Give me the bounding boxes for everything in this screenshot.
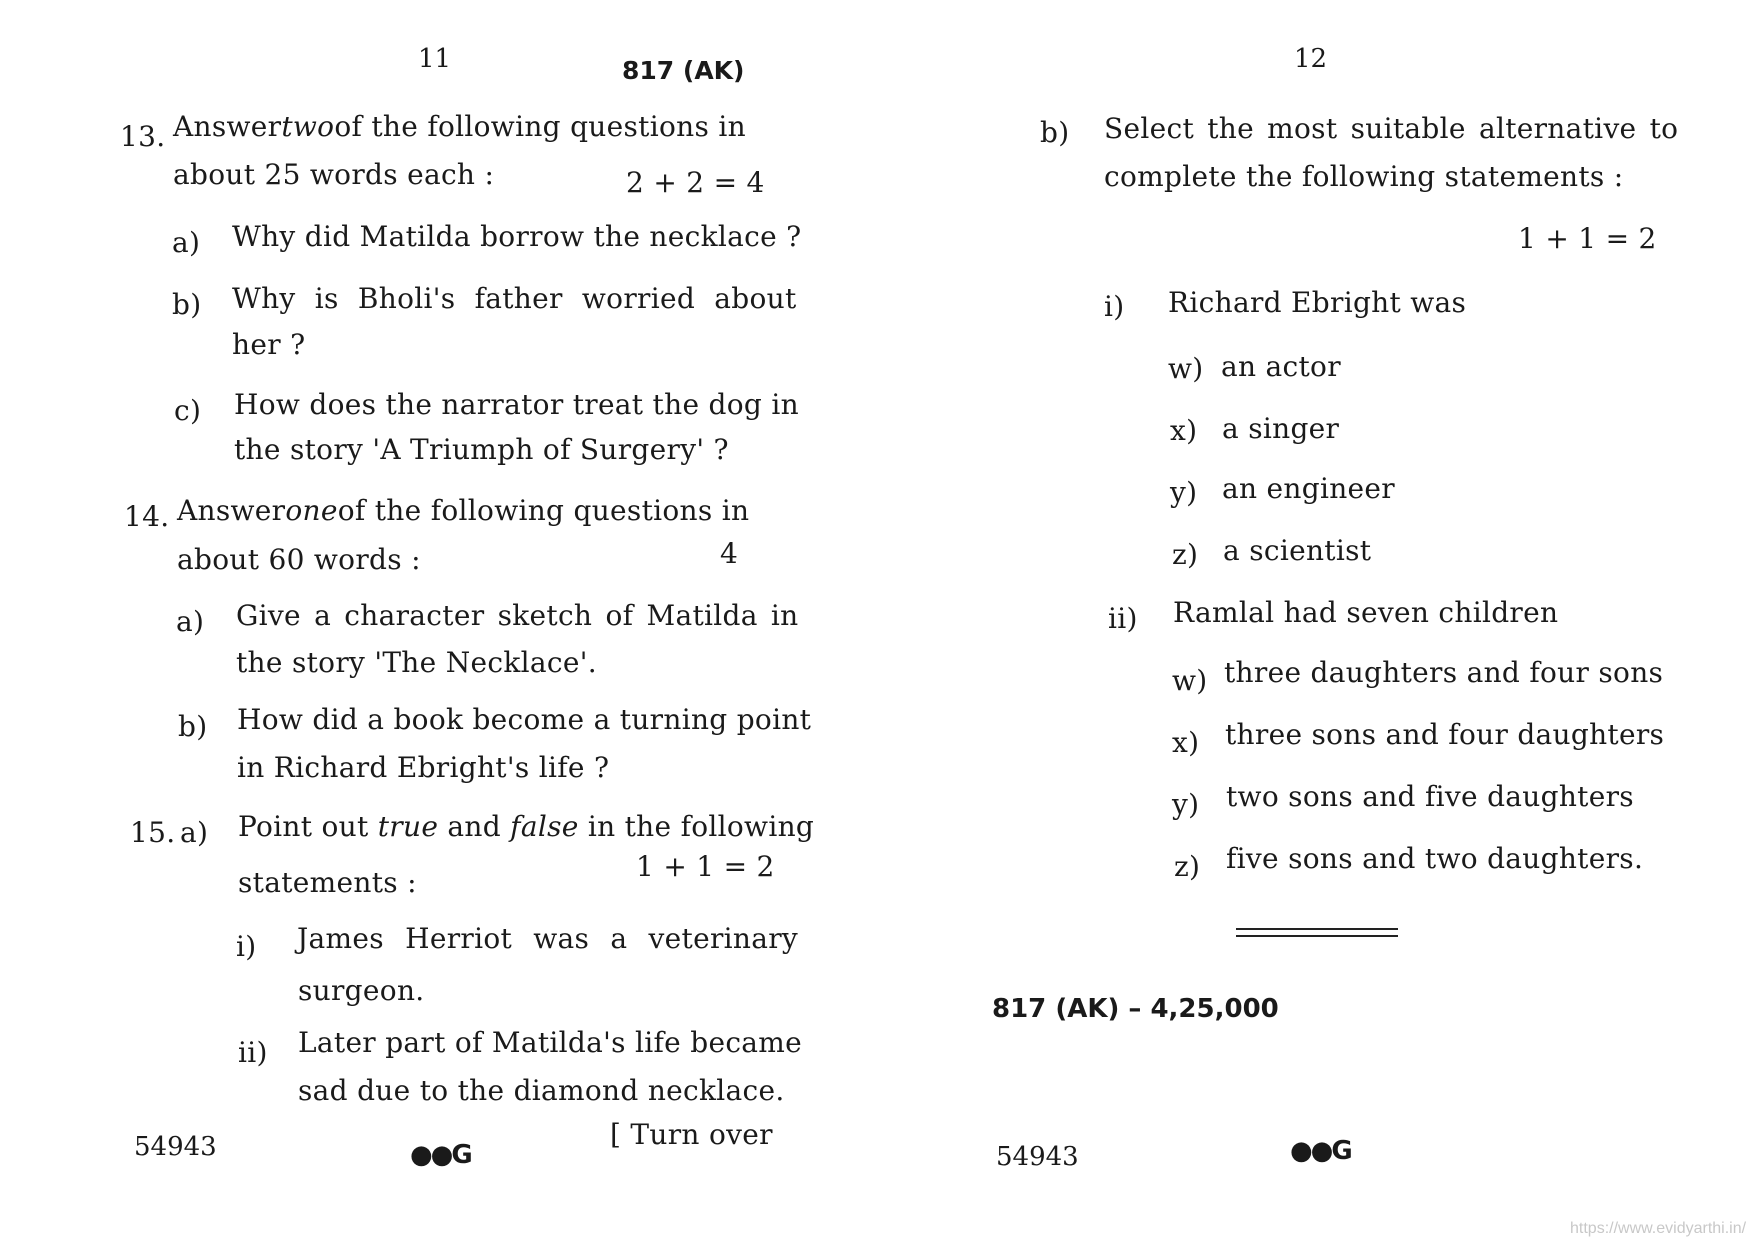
q15-b-label: b) [1040, 116, 1070, 149]
left-footer-mark: ●●G [410, 1140, 471, 1170]
q13-a-text: Why did Matilda borrow the necklace ? [232, 220, 802, 253]
q15-b-line2: complete the following statements : [1104, 160, 1624, 193]
q13-b-line1: Why is Bholi's father worried about [232, 282, 797, 315]
q15-b-ii-text: Ramlal had seven children [1173, 596, 1559, 629]
q13-stem [173, 110, 746, 143]
q15-b-ii-label: ii) [1108, 602, 1138, 635]
q14-a-label: a) [176, 605, 205, 638]
q13-stem-line2: about 25 words each : [173, 158, 495, 191]
q14-b-line2: in Richard Ebright's life ? [237, 751, 610, 784]
q15-b-marks: 1 + 1 = 2 [1518, 222, 1657, 255]
option-label: y) [1172, 788, 1200, 821]
q15-b-i-label: i) [1104, 290, 1125, 323]
q15-post: in the following [587, 810, 815, 843]
option-text: five sons and two daughters. [1226, 842, 1644, 875]
option-text: two sons and five daughters [1226, 780, 1634, 813]
q15-stem [238, 810, 814, 843]
q15-stem-line2: statements : [238, 866, 417, 899]
q15-b-i-text: Richard Ebright was [1168, 286, 1467, 319]
option-label: z) [1174, 850, 1201, 883]
q15-emphasis-true: true [377, 810, 439, 843]
option-text: a singer [1222, 412, 1340, 445]
watermark: https://www.evidyarthi.in/ [1570, 1220, 1747, 1237]
q15-ii-label: ii) [238, 1036, 268, 1069]
q15-mid: and [447, 810, 501, 843]
turn-over-note: [ Turn over [610, 1118, 773, 1151]
left-footer-code: 54943 [134, 1132, 217, 1162]
option-label: z) [1172, 538, 1199, 571]
q15-ii-line2: sad due to the diamond necklace. [298, 1074, 785, 1107]
q15-i-label: i) [236, 930, 257, 963]
option-label: w) [1172, 664, 1208, 697]
q15-part-label: a) [180, 816, 209, 849]
q15-emphasis-false: false [510, 810, 579, 843]
q14-b-label: b) [178, 710, 208, 743]
q15-pre: Point out [238, 810, 369, 843]
paper-code-header: 817 (AK) [622, 56, 745, 85]
option-label: x) [1170, 414, 1198, 447]
option-text: three sons and four daughters [1225, 718, 1665, 751]
end-rule-bottom [1236, 935, 1398, 937]
q13-emphasis: two [281, 110, 335, 143]
print-line: 817 (AK) – 4,25,000 [992, 994, 1279, 1024]
q13-a-label: a) [172, 226, 201, 259]
q13-c-label: c) [174, 394, 202, 427]
q14-a-line2: the story 'The Necklace'. [236, 646, 597, 679]
q13-post: of the following questions in [334, 110, 746, 143]
q13-b-label: b) [172, 288, 202, 321]
q15-i-line1: James Herriot was a veterinary [297, 922, 799, 955]
option-label: x) [1172, 726, 1200, 759]
q14-pre: Answer [177, 494, 286, 527]
option-label: w) [1168, 352, 1204, 385]
q14-stem [177, 494, 750, 527]
end-rule-top [1236, 928, 1398, 930]
q13-number: 13. [120, 120, 166, 153]
q13-c-line2: the story 'A Triumph of Surgery' ? [234, 433, 729, 466]
option-text: three daughters and four sons [1224, 656, 1664, 689]
q14-b-line1: How did a book become a turning point [237, 703, 812, 736]
right-page-number: 12 [1294, 44, 1328, 74]
q14-stem-line2: about 60 words : [177, 543, 421, 576]
q14-marks: 4 [720, 537, 739, 570]
q13-marks: 2 + 2 = 4 [626, 166, 765, 199]
q14-number: 14. [124, 500, 170, 533]
q14-post: of the following questions in [337, 494, 750, 527]
q15-marks: 1 + 1 = 2 [636, 850, 775, 883]
q15-b-line1: Select the most suitable alternative to [1104, 112, 1679, 145]
option-label: y) [1170, 476, 1198, 509]
q13-pre: Answer [173, 110, 282, 143]
right-footer-mark: ●●G [1290, 1136, 1351, 1166]
q15-i-line2: surgeon. [298, 974, 425, 1007]
q15-number: 15. [130, 816, 176, 849]
q14-emphasis: one [285, 494, 338, 527]
right-footer-code: 54943 [996, 1142, 1079, 1172]
q14-a-line1: Give a character sketch of Matilda in [236, 599, 799, 632]
option-text: an engineer [1222, 472, 1395, 505]
left-page-number: 11 [418, 44, 452, 74]
q15-ii-line1: Later part of Matilda's life became [298, 1026, 803, 1059]
q13-b-line2: her ? [232, 328, 306, 361]
option-text: an actor [1221, 350, 1341, 383]
option-text: a scientist [1223, 534, 1372, 567]
q13-c-line1: How does the narrator treat the dog in [234, 388, 799, 421]
